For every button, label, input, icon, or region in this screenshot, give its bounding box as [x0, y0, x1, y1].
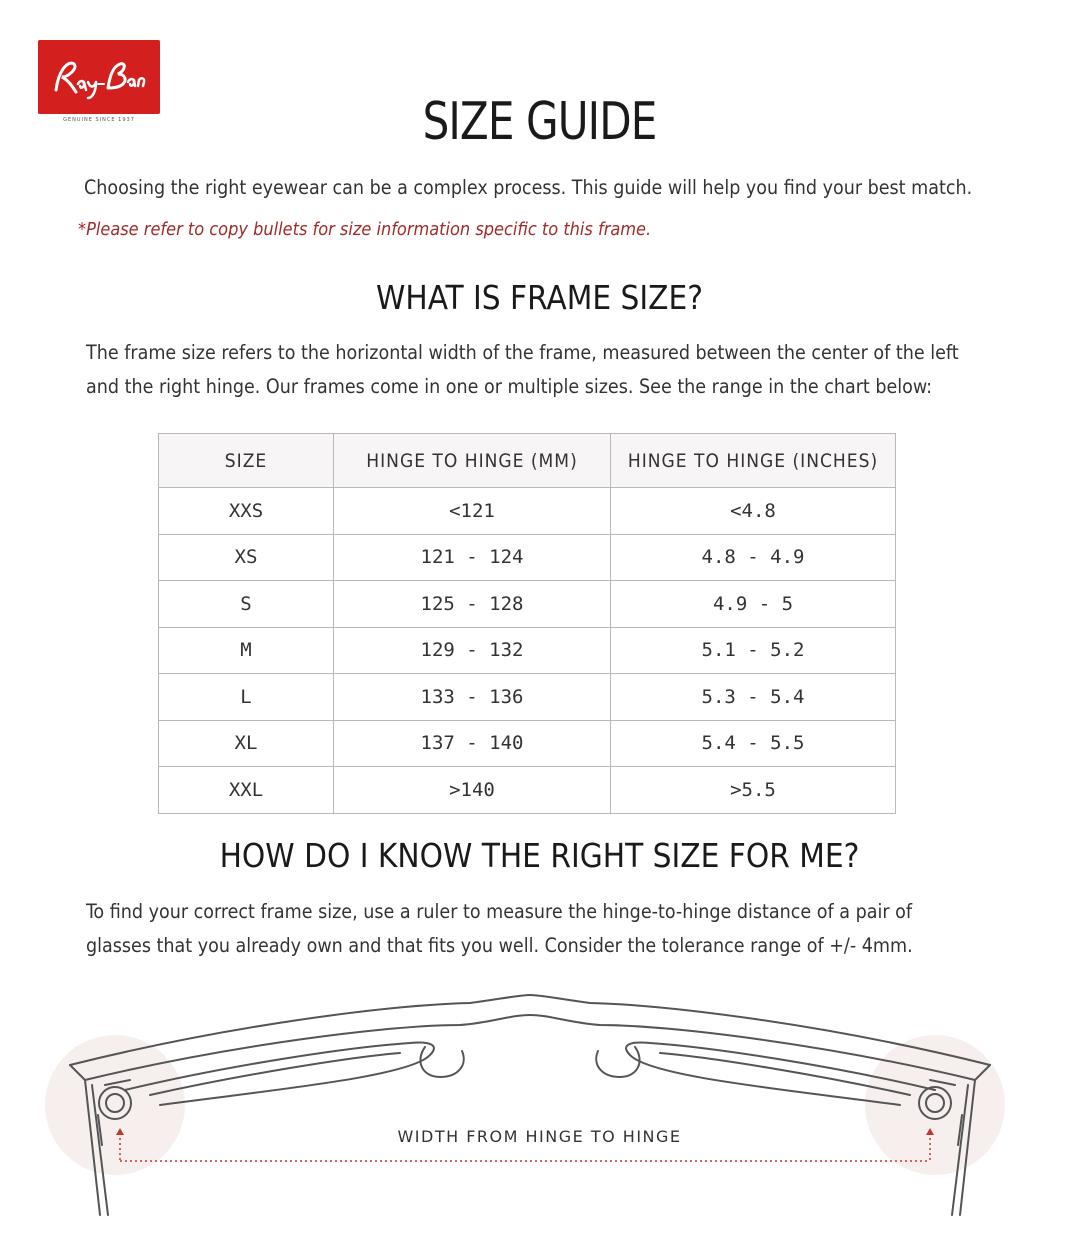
glasses-frame-diagram [30, 985, 1030, 1225]
size-cell: XS [159, 534, 334, 581]
mm-cell: >140 [334, 767, 611, 814]
mm-cell: <121 [334, 488, 611, 535]
frame-size-line: The frame size refers to the horizontal width of the frame, measured between the center of the left [86, 341, 959, 364]
mm-cell: 129 - 132 [334, 627, 611, 674]
inches-cell: >5.5 [611, 767, 896, 814]
inches-cell: 4.8 - 4.9 [611, 534, 896, 581]
mm-cell: 121 - 124 [334, 534, 611, 581]
frame-size-description [86, 336, 1006, 404]
right-size-line: glasses that you already own and that fits you well. Consider the tolerance range of +/- 4mm. [86, 934, 913, 957]
size-table [158, 433, 896, 814]
frame-size-heading: WHAT IS FRAME SIZE? [376, 278, 703, 317]
table-row [159, 534, 896, 581]
right-size-heading: HOW DO I KNOW THE RIGHT SIZE FOR ME? [219, 836, 860, 875]
size-cell: XXL [159, 767, 334, 814]
frame-note: *Please refer to copy bullets for size information specific to this frame. [78, 219, 652, 240]
table-row [159, 627, 896, 674]
inches-cell: 4.9 - 5 [611, 581, 896, 628]
size-cell: XL [159, 720, 334, 767]
size-column-header: SIZE [159, 434, 334, 488]
logo-tagline: GENUINE SINCE 1937 [63, 117, 135, 123]
size-cell: L [159, 674, 334, 721]
mm-cell: 133 - 136 [334, 674, 611, 721]
table-row [159, 488, 896, 535]
mm-column-header: HINGE TO HINGE (MM) [334, 434, 611, 488]
table-row [159, 674, 896, 721]
frame-size-line: and the right hinge. Our frames come in one or multiple sizes. See the range in the chart below: [86, 375, 933, 398]
inches-cell: 5.4 - 5.5 [611, 720, 896, 767]
page-title: SIZE GUIDE [422, 92, 657, 152]
inches-cell: 5.3 - 5.4 [611, 674, 896, 721]
size-cell: XXS [159, 488, 334, 535]
inches-cell: <4.8 [611, 488, 896, 535]
right-size-description [86, 895, 1006, 963]
intro-text: Choosing the right eyewear can be a complex process. This guide will help you find your best match. [84, 176, 973, 199]
size-cell: M [159, 627, 334, 674]
inches-cell: 5.1 - 5.2 [611, 627, 896, 674]
table-row [159, 720, 896, 767]
table-header-row [159, 434, 896, 488]
table-row [159, 581, 896, 628]
size-cell: S [159, 581, 334, 628]
table-row [159, 767, 896, 814]
right-size-line: To find your correct frame size, use a ruler to measure the hinge-to-hinge distance of a pair of [86, 900, 913, 923]
mm-cell: 137 - 140 [334, 720, 611, 767]
inches-column-header: HINGE TO HINGE (INCHES) [611, 434, 896, 488]
mm-cell: 125 - 128 [334, 581, 611, 628]
hinge-width-label: WIDTH FROM HINGE TO HINGE [397, 1127, 682, 1146]
